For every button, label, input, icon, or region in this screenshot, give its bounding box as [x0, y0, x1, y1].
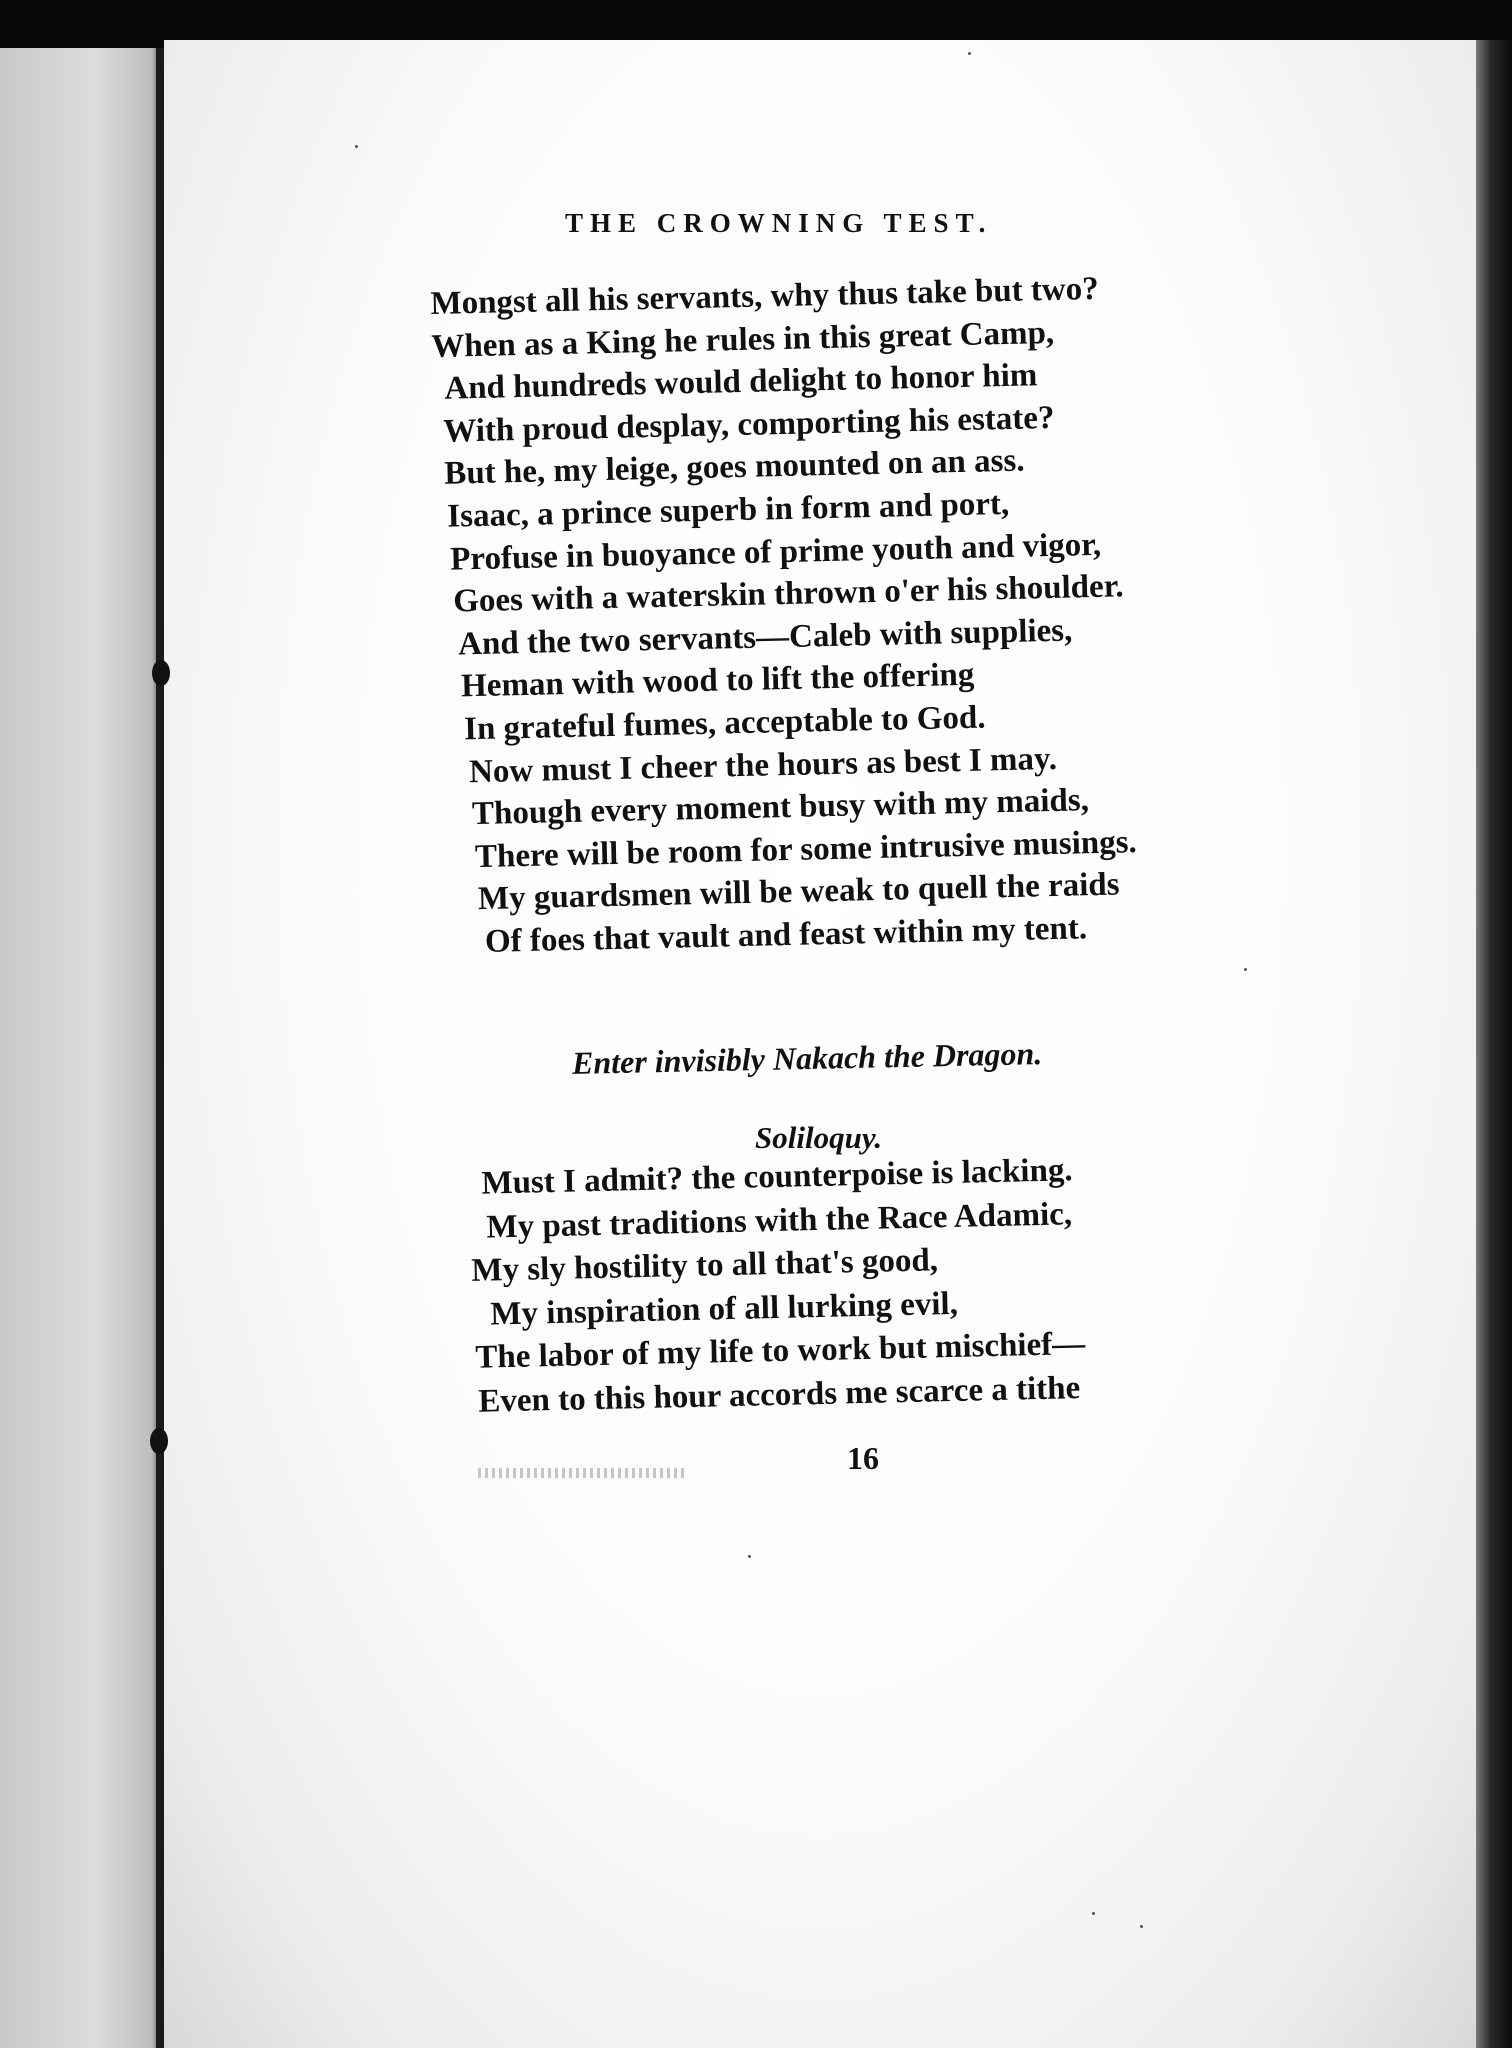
verse-line: Of foes that vault and feast within my tent.	[484, 910, 1088, 960]
paper-speck	[748, 1555, 751, 1558]
verse-line: Profuse in buoyance of prime youth and vigor,	[449, 526, 1102, 578]
verse-line: Goes with a waterskin thrown o'er his shoulder.	[452, 568, 1124, 620]
binding-blot	[150, 1428, 168, 1454]
soliloquy-line: My inspiration of all lurking evil,	[490, 1285, 959, 1332]
paper-speck	[1092, 1912, 1095, 1915]
section-heading: Soliloquy.	[755, 1120, 883, 1155]
soliloquy-line: Must I admit? the counterpoise is lacking.	[481, 1152, 1073, 1202]
stage-direction: Enter invisibly Nakach the Dragon.	[571, 1035, 1043, 1081]
verse-line: With proud desplay, comporting his estate?	[442, 399, 1055, 450]
binding-line	[156, 48, 164, 2048]
verse-line: My guardsmen will be weak to quell the raids	[477, 866, 1120, 918]
ink-smudge	[478, 1468, 688, 1478]
soliloquy-block	[465, 1149, 1087, 1424]
verse-line: Though every moment busy with my maids,	[471, 782, 1090, 833]
verse-block	[430, 267, 1139, 964]
soliloquy-line: My past traditions with the Race Adamic,	[486, 1195, 1073, 1246]
verse-line: There will be room for some intrusive musings.	[474, 823, 1138, 875]
paper-speck	[968, 52, 971, 55]
soliloquy-line: The labor of my life to work but mischief—	[475, 1325, 1086, 1376]
paper-speck	[1244, 968, 1247, 971]
paper-speck	[1140, 1925, 1143, 1928]
binding-blot	[152, 660, 170, 686]
paper-speck	[355, 145, 358, 148]
verse-line: But he, my leige, goes mounted on an ass.	[443, 442, 1025, 493]
page-number: 16	[847, 1440, 879, 1476]
verse-line: When as a King he rules in this great Camp,	[431, 314, 1055, 365]
running-head: THE CROWNING TEST.	[565, 208, 993, 238]
verse-line: And hundreds would delight to honor him	[443, 357, 1038, 407]
soliloquy-line: Even to this hour accords me scarce a tithe	[478, 1369, 1081, 1420]
soliloquy-line: My sly hostility to all that's good,	[471, 1242, 939, 1289]
verse-line: Isaac, a prince superb in form and port,	[446, 485, 1010, 535]
previous-page-edge	[0, 48, 160, 2048]
scan-right-border	[1476, 40, 1512, 2048]
verse-line: In grateful fumes, acceptable to God.	[463, 699, 986, 748]
verse-line: Mongst all his servants, why thus take but two?	[430, 270, 1100, 322]
verse-line: And the two servants—Caleb with supplies,	[457, 612, 1073, 663]
verse-line: Heman with wood to lift the offering	[460, 657, 975, 705]
verse-line: Now must I cheer the hours as best I may.	[468, 740, 1058, 790]
